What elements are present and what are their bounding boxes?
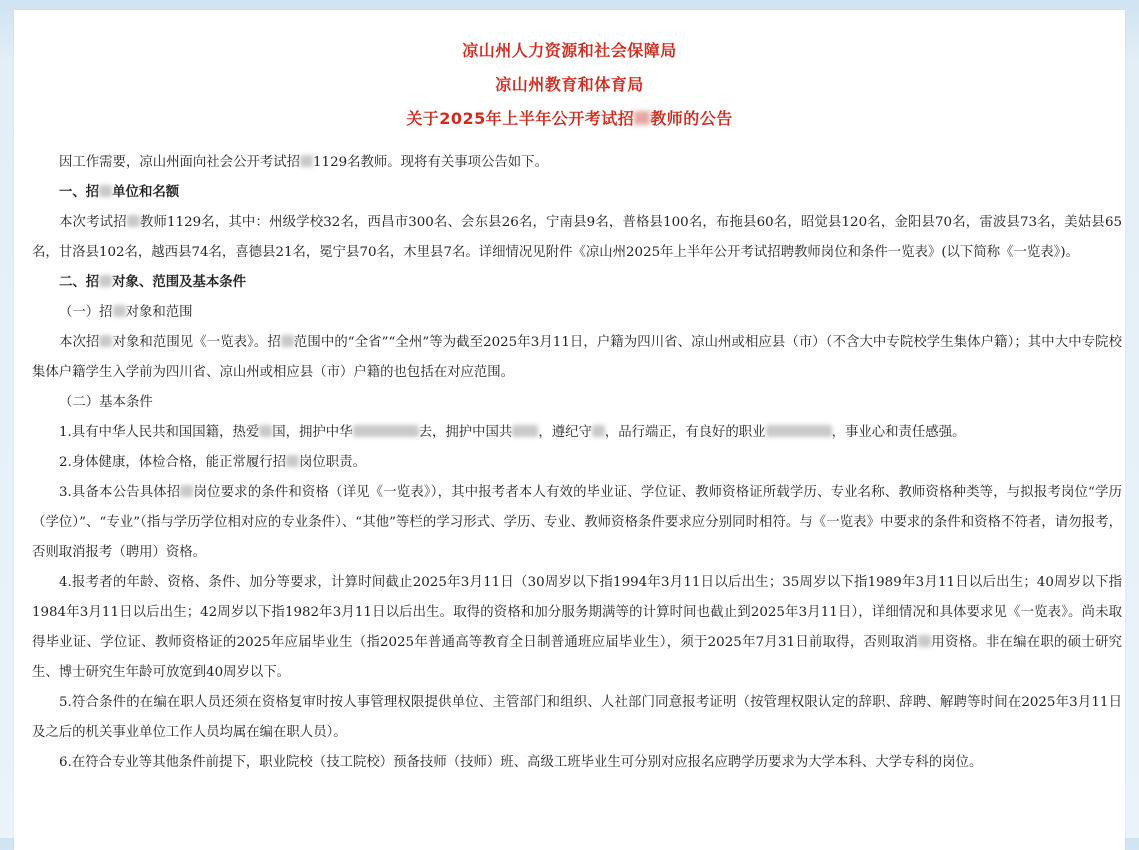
condition-5: 5.符合条件的在编在职人员还须在资格复审时按人事管理权限提供单位、主管部门和组织、人社部门同意报考证明（按管理权限认定的辞职、辞聘、解聘等时间在2025年3月11日及之后的机关事业单位工作人员均属在编在职人员）。 <box>32 695 1122 740</box>
scope-paragraph <box>32 328 1122 388</box>
redaction-blur <box>99 275 112 287</box>
section1-heading-b: 单位和名额 <box>112 185 180 200</box>
redaction-blur <box>180 485 193 497</box>
scope-text-c: 范围中的“全省”“全州”等为截至2025年3月11日，户籍为四川省、凉山州或相应县（市）（不含大中专院校学生集体户籍）；其中大中专院校集体户籍学生入学前为四川省、凉山州或相应县（市）户籍的也包括在对应范围。 <box>32 335 1122 380</box>
redaction-blur <box>300 155 313 167</box>
intro-paragraph <box>32 148 1122 178</box>
issuer-title-1: 凉山州人力资源和社会保障局 <box>462 41 677 60</box>
condition-6: 6.在符合专业等其他条件前提下，职业院校（技工院校）预备技师（技师）班、高级工班毕业生可分别对应报名应聘学历要求为大学本科、大学专科的岗位。 <box>59 755 983 770</box>
subsection-2-heading: （二）基本条件 <box>59 395 153 410</box>
condition-4-text-a: 4.报考者的年龄、资格、条件、加分等要求，计算时间截止2025年3月11日（30周岁以下指1994年3月11日以后出生；35周岁以下指1989年3月11日以后出生；40周岁以下指1984年3月11日以后出生；42周岁以下指1982年3月11日以后出生。取得的资格和加分服务期满等的计算时间也截止到2025年3月11日），详细情况和具体要求见《一览表》。尚未取得毕业证、学位证、教师资格证的2025年应届毕业生（指2025年普通高等教育全日制普通班应届毕业生），须于2025年7月31日前取得，否则取消 <box>32 575 1122 650</box>
condition-1-text-c: 去，拥护中国共 <box>418 425 513 440</box>
condition-4 <box>32 568 1122 688</box>
condition-1-text-b: 国，拥护中华 <box>272 425 353 440</box>
section2-heading-b: 对象、范围及基本条件 <box>112 275 247 290</box>
redaction-blur <box>634 111 650 125</box>
document-page <box>14 10 1125 850</box>
subsection-1-text-b: 对象和范围 <box>125 305 193 320</box>
redaction-blur <box>592 425 605 437</box>
redaction-blur <box>766 425 832 437</box>
condition-1-text-a: 1.具有中华人民共和国国籍，热爱 <box>59 425 260 440</box>
issuer-title-2: 凉山州教育和体育局 <box>495 75 644 94</box>
section1-paragraph <box>32 208 1122 268</box>
section2-heading <box>32 268 1122 298</box>
condition-4-text-b: 用资格。非在编在职的硕士研究生、博士研究生年龄可放宽到40周岁以下。 <box>32 635 1122 680</box>
document-header <box>14 34 1125 136</box>
redaction-blur <box>918 635 931 647</box>
condition-1-text-d: ，遵纪守 <box>538 425 592 440</box>
redaction-blur <box>259 425 272 437</box>
redaction-blur <box>281 335 294 347</box>
condition-2-text-a: 2.身体健康，体检合格，能正常履行招 <box>59 455 287 470</box>
condition-1-text-e: ，品行端正，有良好的职业 <box>604 425 766 440</box>
subsection-1-heading <box>32 298 1122 328</box>
redaction-blur <box>99 335 112 347</box>
condition-2-text-b: 岗位职责。 <box>299 455 366 470</box>
section1-heading <box>32 178 1122 208</box>
redaction-blur <box>127 215 140 227</box>
condition-1-text-f: ，事业心和责任感强。 <box>831 425 966 440</box>
condition-3-text-a: 3.具备本公告具体招 <box>59 485 181 500</box>
condition-2 <box>32 448 1122 478</box>
condition-1 <box>32 418 1122 448</box>
section1-text-a: 本次考试招 <box>59 215 127 230</box>
section2-heading-a: 二、招 <box>59 275 100 290</box>
subsection-1-text-a: （一）招 <box>59 305 113 320</box>
announcement-title-part2: 教师的公告 <box>650 109 733 128</box>
document-body <box>32 148 1122 778</box>
redaction-blur <box>512 425 538 437</box>
condition-3-text-b: 岗位要求的条件和资格（详见《一览表》），其中报考者本人有效的毕业证、学位证、教师资格证所载学历、专业名称、教师资格种类等，与拟报考岗位“学历（学位）”、“专业”（指与学历学位相对应的专业条件）、“其他”等栏的学习形式、学历、专业、教师资格条件要求应分别同时相符。与《一览表》中要求的条件和资格不符者，请勿报考，否则取消报考（聘用）资格。 <box>32 485 1122 560</box>
intro-text-a: 因工作需要，凉山州面向社会公开考试招 <box>59 155 301 170</box>
section1-text-b: 教师1129名，其中：州级学校32名，西昌市300名、会东县26名，宁南县9名，普格县100名，布拖县60名，昭觉县120名，金阳县70名，雷波县73名，美姑县65名，甘洛县102名，越西县74名，喜德县21名，冕宁县70名，木里县7名。详细情况见附件《凉山州2025年上半年公开考试招聘教师岗位和条件一览表》(以下简称《一览表》)。 <box>32 215 1122 260</box>
scope-text-b: 对象和范围见《一览表》。招 <box>112 335 281 350</box>
redaction-blur <box>113 305 126 317</box>
announcement-title <box>14 102 1125 136</box>
announcement-title-part1: 关于2025年上半年公开考试招 <box>406 109 635 128</box>
intro-text-b: 1129名教师。现将有关事项公告如下。 <box>313 155 548 170</box>
condition-3 <box>32 478 1122 568</box>
redaction-blur <box>353 425 419 437</box>
redaction-blur <box>286 455 299 467</box>
section1-heading-a: 一、招 <box>59 185 100 200</box>
scope-text-a: 本次招 <box>59 335 100 350</box>
redaction-blur <box>99 185 112 197</box>
